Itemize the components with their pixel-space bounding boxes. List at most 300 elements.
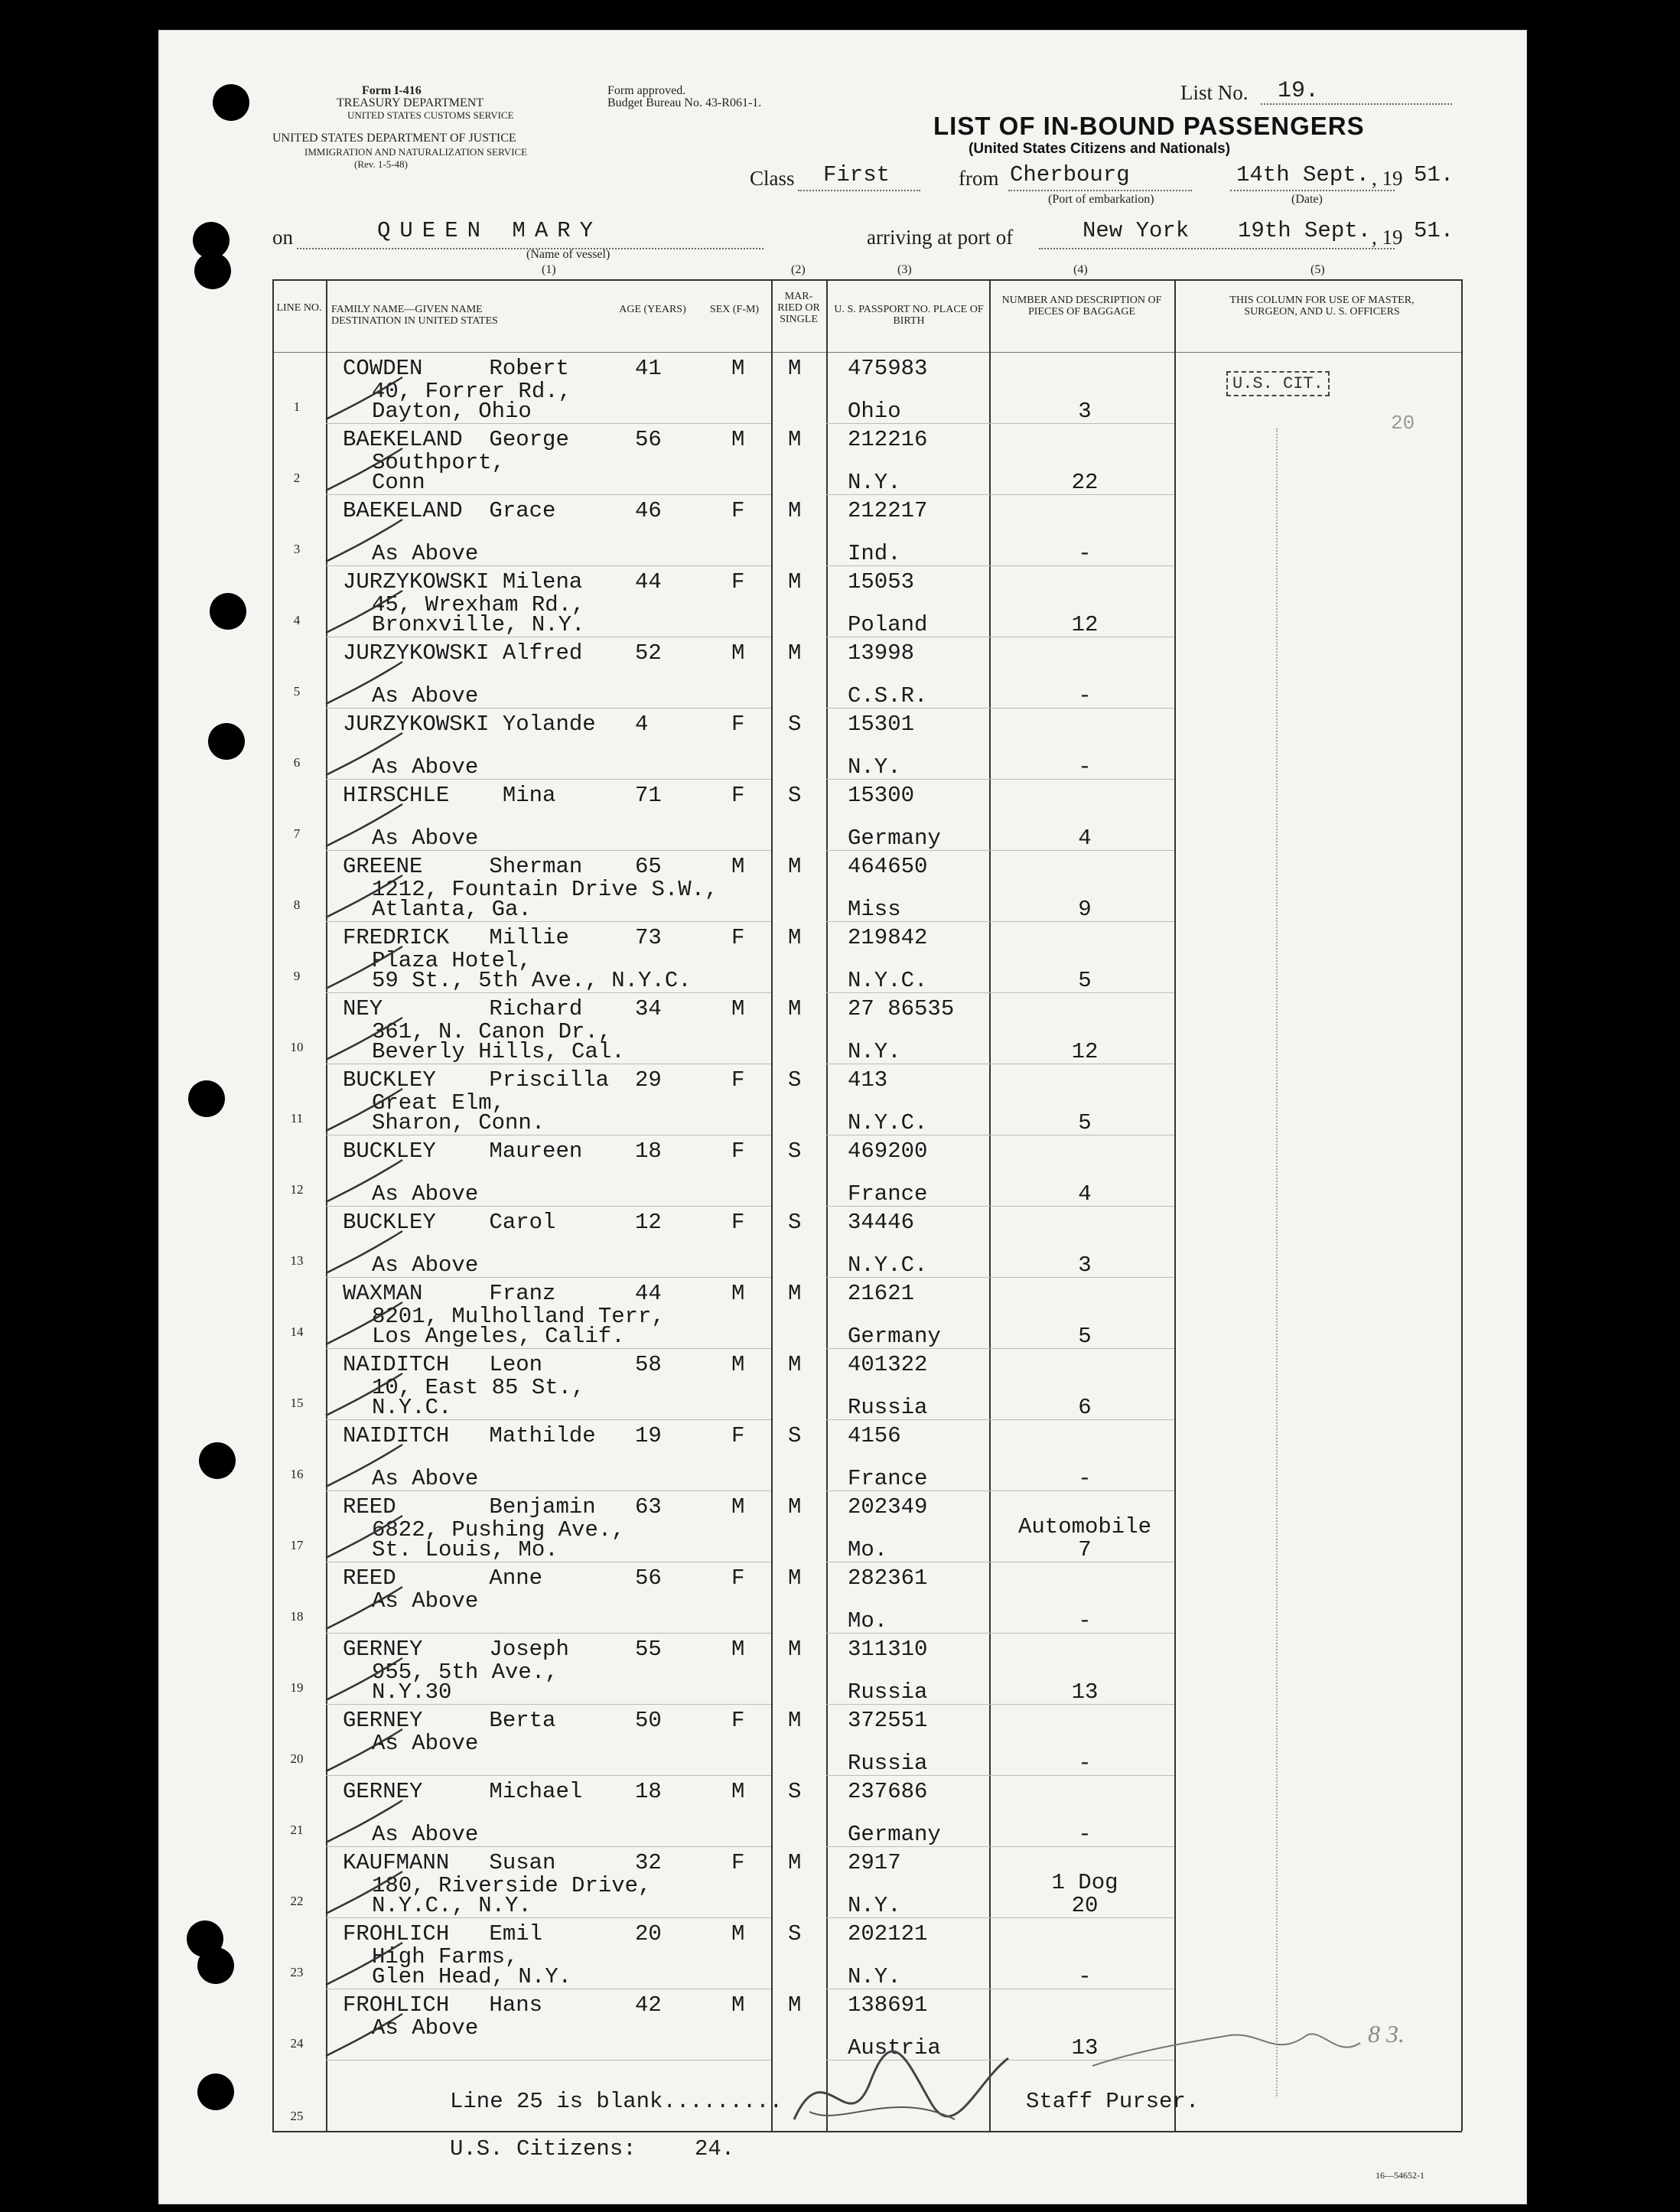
row-divider — [826, 1917, 1174, 1918]
passenger-address-1: Southport, — [372, 450, 506, 475]
passenger-address-2: As Above — [372, 754, 479, 780]
line-number: 10 — [290, 1040, 304, 1054]
check-mark-icon — [318, 1725, 410, 1779]
check-mark-icon — [318, 871, 410, 925]
passenger-address-1: 6822, Pushing Ave., — [372, 1517, 625, 1543]
line-number: 19 — [290, 1680, 304, 1695]
baggage-count: 12 — [1071, 1039, 1099, 1064]
place-of-birth: Russia — [848, 1679, 928, 1705]
baggage-count: 5 — [1078, 968, 1092, 993]
passenger-age: 20 — [635, 1921, 662, 1946]
baggage-count: 5 — [1078, 1324, 1092, 1349]
passenger-marital-status: M — [788, 1494, 802, 1520]
passenger-marital-status: M — [788, 569, 802, 595]
passenger-name: FROHLICH Hans — [343, 1992, 543, 2018]
header-name: FAMILY NAME—GIVEN NAME DESTINATION IN UNITED STATES — [331, 304, 498, 327]
passenger-address-2: St. Louis, Mo. — [372, 1537, 558, 1562]
form-approved: Form approved. — [607, 84, 686, 97]
embark-port-caption: (Port of embarkation) — [1048, 193, 1154, 206]
line-number: 24 — [290, 2036, 304, 2051]
vessel-name: QUEEN MARY — [377, 218, 603, 243]
passenger-name: GREENE Sherman — [343, 854, 583, 879]
vessel-caption: (Name of vessel) — [526, 248, 610, 261]
passenger-marital-status: S — [788, 712, 802, 737]
row-divider — [826, 1775, 1174, 1776]
passenger-marital-status: M — [788, 498, 802, 523]
citizens-label: U.S. Citizens: — [450, 2136, 637, 2162]
check-mark-icon — [318, 1085, 410, 1139]
passenger-name: BAEKELAND George — [343, 427, 569, 452]
passenger-address-1: As Above — [372, 1731, 479, 1756]
baggage-count: 13 — [1071, 1679, 1099, 1705]
passenger-age: 55 — [635, 1637, 662, 1662]
baggage-count: - — [1078, 683, 1092, 709]
punch-hole — [210, 593, 246, 630]
baggage-count: - — [1078, 754, 1092, 780]
colnum-3: (3) — [897, 263, 912, 276]
line-number: 15 — [290, 1396, 304, 1410]
passenger-name: WAXMAN Franz — [343, 1281, 556, 1306]
passenger-address-1: Great Elm, — [372, 1090, 506, 1116]
baggage-count: 22 — [1071, 470, 1099, 495]
check-mark-icon — [318, 1227, 410, 1281]
passport-number: 413 — [848, 1067, 888, 1093]
passenger-sex: M — [731, 1637, 745, 1662]
colnum-4: (4) — [1073, 263, 1088, 276]
arriving-label: arriving at port of — [867, 226, 1014, 249]
passport-number: 15300 — [848, 783, 915, 808]
arrival-year: 51. — [1414, 218, 1454, 243]
place-of-birth: Ohio — [848, 399, 901, 424]
passenger-address-2: Dayton, Ohio — [372, 399, 532, 424]
baggage-count: 3 — [1078, 1253, 1092, 1278]
passenger-age: 50 — [635, 1708, 662, 1733]
passenger-name: FREDRICK Millie — [343, 925, 569, 950]
passenger-address-1: 45, Wrexham Rd., — [372, 592, 585, 617]
arrival-date: 19th Sept. — [1238, 218, 1372, 243]
passport-number: 237686 — [848, 1779, 928, 1804]
passenger-name: KAUFMANN Susan — [343, 1850, 556, 1875]
check-mark-icon — [318, 516, 410, 569]
check-mark-icon — [318, 729, 410, 783]
passenger-sex: M — [731, 1921, 745, 1946]
line-number: 12 — [290, 1182, 304, 1197]
passenger-marital-status: M — [788, 854, 802, 879]
header-baggage: NUMBER AND DESCRIPTION OF PIECES OF BAGGAGE — [1001, 295, 1162, 318]
passenger-name: NAIDITCH Mathilde — [343, 1423, 596, 1448]
baggage-count: 7 — [1078, 1537, 1092, 1562]
passenger-name: JURZYKOWSKI Milena — [343, 569, 583, 595]
check-mark-icon — [318, 658, 410, 712]
place-of-birth: N.Y.C. — [848, 1110, 928, 1135]
row-divider — [826, 992, 1174, 993]
passport-number: 15301 — [848, 712, 915, 737]
passenger-sex: M — [731, 1352, 745, 1377]
header-married: MAR-RIED OR SINGLE — [777, 291, 820, 325]
passenger-name: FROHLICH Emil — [343, 1921, 543, 1946]
passenger-address-2: Atlanta, Ga. — [372, 897, 532, 922]
passport-number: 202121 — [848, 1921, 928, 1946]
place-of-birth: France — [848, 1181, 928, 1207]
line-number: 7 — [293, 826, 301, 841]
check-mark-icon — [318, 943, 410, 996]
passenger-age: 44 — [635, 569, 662, 595]
passenger-address-1: 955, 5th Ave., — [372, 1660, 558, 1685]
revision: (Rev. 1-5-48) — [354, 158, 408, 170]
passenger-address-2: Beverly Hills, Cal. — [372, 1039, 625, 1064]
staff-purser: Staff Purser. — [1026, 2089, 1200, 2114]
officer-initials — [1077, 2005, 1383, 2096]
passenger-sex: F — [731, 1423, 745, 1448]
baggage-count: - — [1078, 1822, 1092, 1847]
passenger-age: 41 — [635, 356, 662, 381]
baggage-count: - — [1078, 1466, 1092, 1491]
passenger-sex: M — [731, 996, 745, 1021]
line-number: 14 — [290, 1324, 304, 1339]
passenger-address-1: As Above — [372, 1588, 479, 1614]
colnum-5: (5) — [1310, 263, 1325, 276]
check-mark-icon — [318, 1370, 410, 1423]
citizens-count: 24. — [695, 2136, 735, 2162]
row-divider — [826, 423, 1174, 424]
treasury-department: TREASURY DEPARTMENT — [337, 96, 484, 109]
row-divider — [826, 1704, 1174, 1705]
passenger-sex: F — [731, 1565, 745, 1591]
punch-hole — [194, 252, 231, 289]
passenger-sex: F — [731, 1139, 745, 1164]
baggage-count: 9 — [1078, 897, 1092, 922]
passport-number: 401322 — [848, 1352, 928, 1377]
passenger-address-1: Plaza Hotel, — [372, 948, 532, 973]
place-of-birth: C.S.R. — [848, 683, 928, 709]
line-25-note: Line 25 is blank......... — [450, 2089, 783, 2114]
passenger-address-2: As Above — [372, 683, 479, 709]
passenger-name: BAEKELAND Grace — [343, 498, 556, 523]
passport-number: 4156 — [848, 1423, 901, 1448]
passenger-address-1: 1212, Fountain Drive S.W., — [372, 877, 718, 902]
passenger-marital-status: S — [788, 1210, 802, 1235]
punch-hole — [208, 723, 245, 760]
passenger-marital-status: M — [788, 1708, 802, 1733]
passport-number: 469200 — [848, 1139, 928, 1164]
passenger-address-2: N.Y.30 — [372, 1679, 452, 1705]
place-of-birth: N.Y. — [848, 754, 901, 780]
passenger-marital-status: M — [788, 1565, 802, 1591]
passenger-age: 73 — [635, 925, 662, 950]
passenger-name: REED Anne — [343, 1565, 543, 1591]
check-mark-icon — [318, 2010, 410, 2064]
passenger-address-2: Conn — [372, 470, 425, 495]
passenger-address-1: 40, Forrer Rd., — [372, 379, 572, 404]
colnum-2: (2) — [791, 263, 806, 276]
place-of-birth: N.Y. — [848, 470, 901, 495]
passenger-sex: M — [731, 1779, 745, 1804]
passenger-age: 32 — [635, 1850, 662, 1875]
arrival-year-prefix: , 19 — [1372, 226, 1403, 249]
row-divider — [826, 1277, 1174, 1278]
passport-number: 212217 — [848, 498, 928, 523]
header-passport: U. S. PASSPORT NO. PLACE OF BIRTH — [834, 304, 984, 327]
passport-number: 282361 — [848, 1565, 928, 1591]
baggage-count: - — [1078, 541, 1092, 566]
punch-hole — [188, 1080, 225, 1117]
line-number: 13 — [290, 1253, 304, 1268]
passenger-address-2: As Above — [372, 1181, 479, 1207]
passenger-address-2: Glen Head, N.Y. — [372, 1964, 572, 1989]
check-mark-icon — [318, 1868, 410, 1921]
justice-department: UNITED STATES DEPARTMENT OF JUSTICE — [272, 132, 516, 145]
passenger-address-1: 180, Riverside Drive, — [372, 1873, 652, 1898]
baggage-note: Automobile — [1017, 1514, 1152, 1539]
passenger-sex: M — [731, 356, 745, 381]
passport-number: 212216 — [848, 427, 928, 452]
passport-number: 372551 — [848, 1708, 928, 1733]
row-divider — [826, 779, 1174, 780]
passenger-sex: F — [731, 1210, 745, 1235]
check-mark-icon — [318, 445, 410, 498]
line-number: 4 — [293, 613, 301, 627]
passenger-age: 71 — [635, 783, 662, 808]
passenger-name: NEY Richard — [343, 996, 583, 1021]
passport-number: 311310 — [848, 1637, 928, 1662]
check-column-line — [1276, 428, 1278, 2096]
line-number: 21 — [290, 1823, 304, 1837]
from-label: from — [959, 167, 999, 190]
place-of-birth: Poland — [848, 612, 928, 637]
line-number: 17 — [290, 1538, 304, 1552]
line-number: 2 — [293, 471, 301, 485]
place-of-birth: Germany — [848, 1324, 941, 1349]
passenger-address-2: As Above — [372, 1466, 479, 1491]
purser-signature — [779, 2035, 1054, 2142]
check-mark-icon — [318, 1654, 410, 1708]
line-number: 23 — [290, 1965, 304, 1979]
class-label: Class — [750, 167, 795, 190]
class-value: First — [823, 162, 890, 187]
row-divider — [826, 708, 1174, 709]
passenger-marital-status: S — [788, 1067, 802, 1093]
passenger-marital-status: M — [788, 1352, 802, 1377]
row-divider — [826, 1206, 1174, 1207]
header-line-no: LINE NO. — [276, 302, 322, 314]
passenger-sex: F — [731, 1708, 745, 1733]
embark-date-caption: (Date) — [1291, 193, 1323, 206]
passenger-name: BUCKLEY Carol — [343, 1210, 556, 1235]
place-of-birth: Mo. — [848, 1537, 888, 1562]
baggage-count: 3 — [1078, 399, 1092, 424]
passenger-age: 12 — [635, 1210, 662, 1235]
passport-number: 13998 — [848, 640, 915, 666]
passenger-name: NAIDITCH Leon — [343, 1352, 543, 1377]
passenger-marital-status: M — [788, 427, 802, 452]
check-mark-icon — [318, 1014, 410, 1067]
passenger-name: JURZYKOWSKI Yolande — [343, 712, 596, 737]
check-mark-icon — [318, 1441, 410, 1494]
embark-date: 14th Sept. — [1236, 162, 1370, 187]
passenger-age: 4 — [635, 712, 649, 737]
passport-number: 202349 — [848, 1494, 928, 1520]
baggage-count: 6 — [1078, 1395, 1092, 1420]
line-number: 18 — [290, 1609, 304, 1624]
passenger-sex: M — [731, 640, 745, 666]
place-of-birth: Russia — [848, 1751, 928, 1776]
passenger-age: 58 — [635, 1352, 662, 1377]
passenger-address-2: As Above — [372, 1822, 479, 1847]
passenger-age: 44 — [635, 1281, 662, 1306]
baggage-note: 1 Dog — [1051, 1870, 1118, 1895]
footer-code: 16—54652-1 — [1376, 2170, 1424, 2181]
place-of-birth: N.Y. — [848, 1964, 901, 1989]
passenger-age: 29 — [635, 1067, 662, 1093]
stamp-note: 20 — [1391, 412, 1415, 435]
passenger-marital-status: S — [788, 1921, 802, 1946]
passenger-address-2: N.Y.C. — [372, 1395, 452, 1420]
passenger-marital-status: M — [788, 356, 802, 381]
list-no-label: List No. — [1180, 81, 1249, 104]
passenger-marital-status: S — [788, 783, 802, 808]
passenger-sex: F — [731, 1850, 745, 1875]
passenger-age: 18 — [635, 1779, 662, 1804]
place-of-birth: N.Y. — [848, 1893, 901, 1918]
passport-number: 34446 — [848, 1210, 915, 1235]
on-label: on — [272, 226, 293, 249]
row-divider — [826, 1348, 1174, 1349]
passenger-age: 42 — [635, 1992, 662, 2018]
passport-number: 138691 — [848, 1992, 928, 2018]
line-number: 1 — [293, 399, 301, 414]
passenger-name: HIRSCHLE Mina — [343, 783, 556, 808]
passenger-address-2: As Above — [372, 826, 479, 851]
passport-number: 21621 — [848, 1281, 915, 1306]
line-number: 3 — [293, 542, 301, 556]
passenger-address-1: High Farms, — [372, 1944, 519, 1969]
place-of-birth: Russia — [848, 1395, 928, 1420]
place-of-birth: Germany — [848, 826, 941, 851]
passenger-address-2: 59 St., 5th Ave., N.Y.C. — [372, 968, 692, 993]
passport-number: 475983 — [848, 356, 928, 381]
check-mark-icon — [318, 800, 410, 854]
form-subtitle: (United States Citizens and Nationals) — [969, 141, 1231, 157]
passenger-marital-status: M — [788, 1992, 802, 2018]
passenger-address-2: Bronxville, N.Y. — [372, 612, 585, 637]
baggage-count: 13 — [1071, 2035, 1099, 2061]
passenger-marital-status: S — [788, 1139, 802, 1164]
baggage-count: - — [1078, 1964, 1092, 1989]
passport-number: 2917 — [848, 1850, 901, 1875]
punch-hole — [197, 2074, 234, 2110]
check-mark-icon — [318, 587, 410, 640]
embark-port: Cherbourg — [1010, 162, 1130, 187]
passenger-marital-status: S — [788, 1423, 802, 1448]
line-number: 11 — [290, 1111, 304, 1126]
passenger-marital-status: S — [788, 1779, 802, 1804]
passenger-name: JURZYKOWSKI Alfred — [343, 640, 583, 666]
row-divider — [826, 850, 1174, 851]
punch-hole — [213, 84, 249, 121]
passenger-age: 56 — [635, 1565, 662, 1591]
passenger-age: 52 — [635, 640, 662, 666]
line-number: 20 — [290, 1751, 304, 1766]
passenger-sex: M — [731, 427, 745, 452]
passenger-address-2: As Above — [372, 541, 479, 566]
passenger-sex: M — [731, 854, 745, 879]
passenger-name: GERNEY Joseph — [343, 1637, 569, 1662]
passenger-name: BUCKLEY Priscilla — [343, 1067, 610, 1093]
passenger-sex: F — [731, 712, 745, 737]
passenger-name: GERNEY Berta — [343, 1708, 556, 1733]
us-citizen-stamp: U.S. CIT. — [1226, 371, 1330, 396]
passenger-age: 18 — [635, 1139, 662, 1164]
passport-number: 219842 — [848, 925, 928, 950]
list-no-value: 19. — [1278, 78, 1320, 104]
baggage-count: - — [1078, 1608, 1092, 1634]
passenger-age: 63 — [635, 1494, 662, 1520]
passenger-name: COWDEN Robert — [343, 356, 569, 381]
place-of-birth: Austria — [848, 2035, 941, 2061]
baggage-count: 4 — [1078, 1181, 1092, 1207]
punch-hole — [197, 1947, 234, 1984]
row-divider — [826, 1419, 1174, 1420]
baggage-count: 12 — [1071, 612, 1099, 637]
passenger-marital-status: M — [788, 925, 802, 950]
passenger-sex: F — [731, 569, 745, 595]
check-mark-icon — [318, 1512, 410, 1565]
line-number: 16 — [290, 1467, 304, 1481]
baggage-count: 20 — [1071, 1893, 1099, 1918]
passenger-age: 56 — [635, 427, 662, 452]
check-mark-icon — [318, 1156, 410, 1210]
line-number: 8 — [293, 898, 301, 912]
budget-bureau: Budget Bureau No. 43-R061-1. — [607, 96, 762, 109]
passenger-address-1: 8201, Mulholland Terr, — [372, 1304, 665, 1329]
row-divider — [826, 1633, 1174, 1634]
place-of-birth: N.Y.C. — [848, 1253, 928, 1278]
line-number: 6 — [293, 755, 301, 770]
passenger-name: REED Benjamin — [343, 1494, 596, 1520]
passenger-address-2: Los Angeles, Calif. — [372, 1324, 625, 1349]
passenger-marital-status: M — [788, 640, 802, 666]
passenger-marital-status: M — [788, 1637, 802, 1662]
passenger-age: 19 — [635, 1423, 662, 1448]
embark-year-prefix: , 19 — [1372, 167, 1403, 190]
check-mark-icon — [318, 373, 410, 427]
header-sex: SEX (F-M) — [709, 304, 760, 315]
place-of-birth: Ind. — [848, 541, 901, 566]
passenger-marital-status: M — [788, 996, 802, 1021]
line-number: 5 — [293, 684, 301, 699]
passenger-address-2: Sharon, Conn. — [372, 1110, 545, 1135]
passport-number: 27 86535 — [848, 996, 955, 1021]
passenger-address-1: 10, East 85 St., — [372, 1375, 585, 1400]
passenger-sex: M — [731, 1281, 745, 1306]
passenger-sex: F — [731, 783, 745, 808]
row-divider — [826, 1490, 1174, 1491]
check-mark-icon — [318, 1939, 410, 1992]
passport-number: 464650 — [848, 854, 928, 879]
passenger-age: 34 — [635, 996, 662, 1021]
baggage-count: 5 — [1078, 1110, 1092, 1135]
place-of-birth: Miss — [848, 897, 901, 922]
passenger-address-2: As Above — [372, 1253, 479, 1278]
passenger-age: 46 — [635, 498, 662, 523]
header-age: AGE (YEARS) — [619, 304, 686, 315]
embark-year: 51. — [1414, 162, 1454, 187]
passenger-sex: M — [731, 1494, 745, 1520]
arrival-port: New York — [1083, 218, 1190, 243]
passenger-sex: F — [731, 1067, 745, 1093]
place-of-birth: Germany — [848, 1822, 941, 1847]
baggage-count: 4 — [1078, 826, 1092, 851]
